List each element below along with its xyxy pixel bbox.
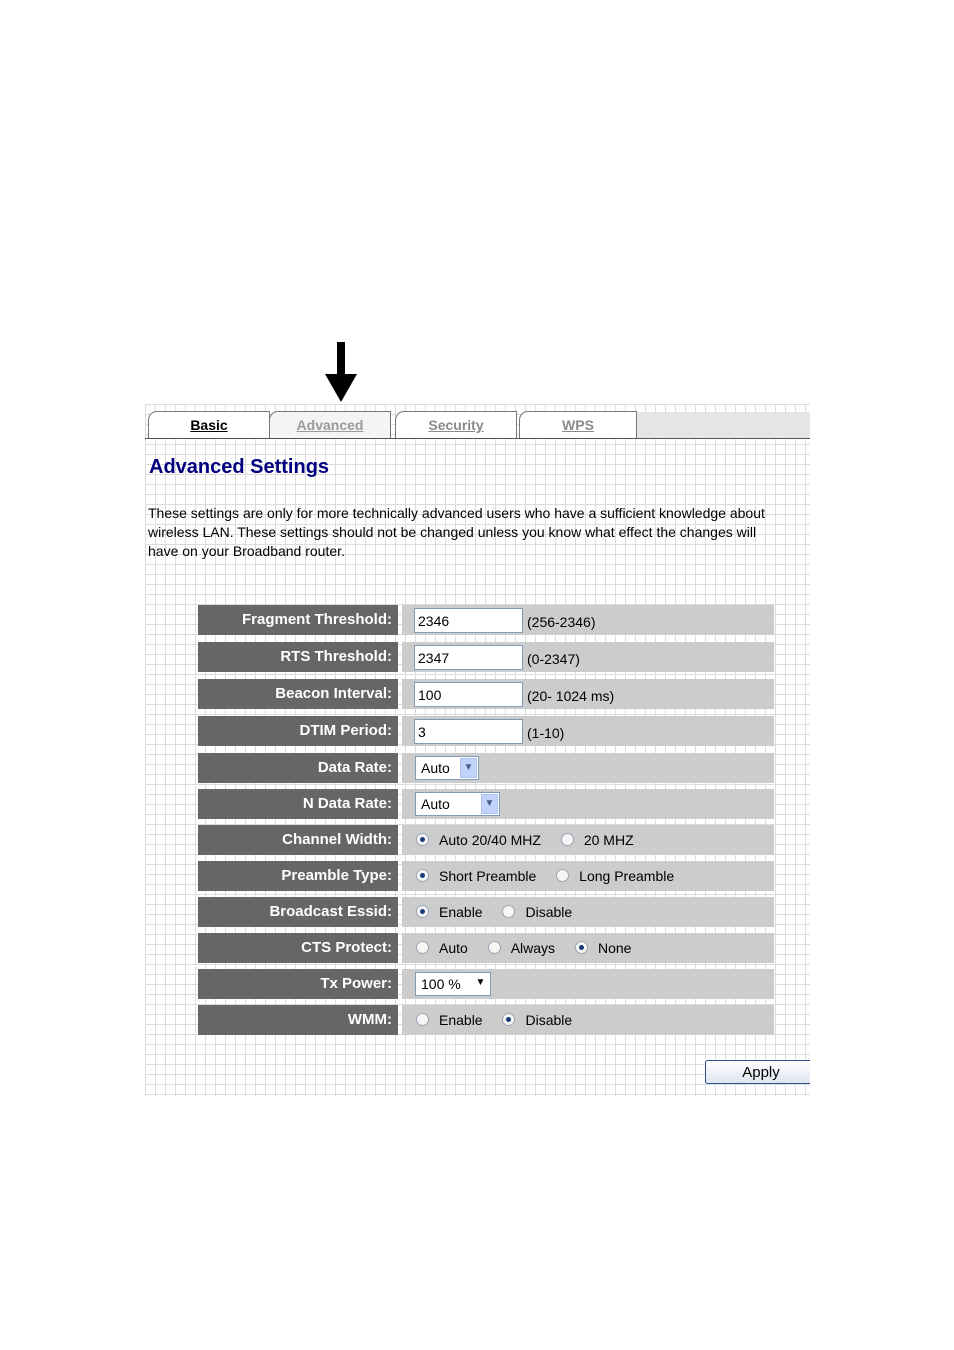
channel-width-option-label: 20 MHZ [583, 832, 634, 848]
beacon-interval-hint: (20- 1024 ms) [527, 688, 615, 704]
rts-threshold-label: RTS Threshold: [198, 642, 398, 672]
beacon-interval-input[interactable] [414, 682, 523, 707]
row-channel-width [198, 825, 774, 855]
radio-icon[interactable] [416, 905, 429, 918]
n-data-rate-label: N Data Rate: [198, 789, 398, 819]
tx-power-value: 100 % [421, 976, 461, 992]
dtim-period-input[interactable] [414, 719, 523, 744]
tx-power-label: Tx Power: [198, 969, 398, 999]
dtim-period-hint: (1-10) [527, 725, 565, 741]
radio-icon[interactable] [556, 869, 569, 882]
beacon-interval-cell [402, 679, 774, 709]
row-data-rate [198, 753, 774, 783]
dtim-period-cell [402, 716, 774, 746]
data-rate-label: Data Rate: [198, 753, 398, 783]
data-rate-select[interactable] [415, 756, 479, 780]
tab-security[interactable]: Security [395, 411, 517, 438]
fragment-threshold-label: Fragment Threshold: [198, 605, 398, 635]
rts-threshold-cell [402, 642, 774, 672]
tab-bar [145, 410, 810, 434]
row-preamble-type [198, 861, 774, 891]
row-tx-power [198, 969, 774, 999]
broadcast-essid-option-label: Disable [525, 904, 573, 920]
broadcast-essid-label: Broadcast Essid: [198, 897, 398, 927]
tx-power-select[interactable] [415, 972, 491, 996]
tab-advanced[interactable]: Advanced [269, 411, 391, 438]
channel-width-option[interactable] [416, 832, 541, 848]
channel-width-label: Channel Width: [198, 825, 398, 855]
wmm-label: WMM: [198, 1005, 398, 1035]
preamble-option-label: Short Preamble [439, 868, 537, 884]
data-rate-cell [402, 753, 774, 783]
chevron-down-icon[interactable]: ▼ [475, 977, 486, 988]
wmm-cell [402, 1005, 774, 1035]
page-description: These settings are only for more technically advanced users who have a sufficient knowledge about wireless LAN. These settings should not be changed unless you know what effect the changes will have on your Broadband router. [148, 505, 765, 559]
n-data-rate-value: Auto [421, 796, 450, 812]
fragment-threshold-input[interactable] [414, 608, 523, 633]
radio-icon[interactable] [488, 941, 501, 954]
row-n-data-rate [198, 789, 774, 819]
radio-icon[interactable] [561, 833, 574, 846]
fragment-threshold-hint: (256-2346) [527, 614, 596, 630]
wmm-option[interactable] [502, 1012, 572, 1028]
row-broadcast-essid [198, 897, 774, 927]
channel-width-option-label: Auto 20/40 MHZ [439, 832, 541, 848]
row-rts-threshold [198, 642, 774, 672]
row-wmm [198, 1005, 774, 1035]
chevron-down-icon[interactable]: ▼ [481, 794, 498, 814]
tab-bar-fill [637, 412, 810, 438]
rts-threshold-input[interactable] [414, 645, 523, 670]
tab-basic[interactable]: Basic [148, 411, 270, 438]
broadcast-essid-option[interactable] [416, 904, 483, 920]
fragment-threshold-cell [402, 605, 774, 635]
down-arrow-icon [325, 342, 357, 402]
tx-power-cell [402, 969, 774, 999]
broadcast-essid-option-label: Enable [439, 904, 483, 920]
cts-protect-option[interactable] [575, 940, 631, 956]
cts-protect-option-label: Auto [439, 940, 468, 956]
wmm-option-label: Disable [525, 1012, 573, 1028]
tab-wps[interactable]: WPS [519, 411, 637, 438]
apply-button[interactable]: Apply [705, 1060, 810, 1084]
cts-protect-option[interactable] [416, 940, 468, 956]
cts-protect-option-label: Always [510, 940, 556, 956]
channel-width-option[interactable] [561, 832, 634, 848]
radio-icon[interactable] [502, 905, 515, 918]
wireless-settings-panel [145, 404, 810, 1096]
n-data-rate-select[interactable] [415, 792, 500, 816]
radio-icon[interactable] [502, 1013, 515, 1026]
preamble-type-label: Preamble Type: [198, 861, 398, 891]
broadcast-essid-cell [402, 897, 774, 927]
page-title: Advanced Settings [149, 456, 330, 478]
data-rate-value: Auto [421, 760, 450, 776]
n-data-rate-cell [402, 789, 774, 819]
rts-threshold-hint: (0-2347) [527, 651, 580, 667]
radio-icon[interactable] [416, 869, 429, 882]
row-beacon-interval [198, 679, 774, 709]
channel-width-cell [402, 825, 774, 855]
preamble-option[interactable] [416, 868, 536, 884]
preamble-type-cell [402, 861, 774, 891]
cts-protect-option[interactable] [488, 940, 555, 956]
preamble-option-label: Long Preamble [579, 868, 675, 884]
beacon-interval-label: Beacon Interval: [198, 679, 398, 709]
row-fragment-threshold [198, 605, 774, 635]
cts-protect-option-label: None [597, 940, 632, 956]
broadcast-essid-option[interactable] [502, 904, 572, 920]
row-dtim-period [198, 716, 774, 746]
wmm-option-label: Enable [439, 1012, 483, 1028]
dtim-period-label: DTIM Period: [198, 716, 398, 746]
cts-protect-cell [402, 933, 774, 963]
radio-icon[interactable] [416, 941, 429, 954]
cts-protect-label: CTS Protect: [198, 933, 398, 963]
tab-divider [145, 438, 810, 439]
radio-icon[interactable] [416, 833, 429, 846]
row-cts-protect [198, 933, 774, 963]
preamble-option[interactable] [556, 868, 674, 884]
chevron-down-icon[interactable]: ▼ [460, 758, 477, 778]
wmm-option[interactable] [416, 1012, 483, 1028]
radio-icon[interactable] [416, 1013, 429, 1026]
radio-icon[interactable] [575, 941, 588, 954]
